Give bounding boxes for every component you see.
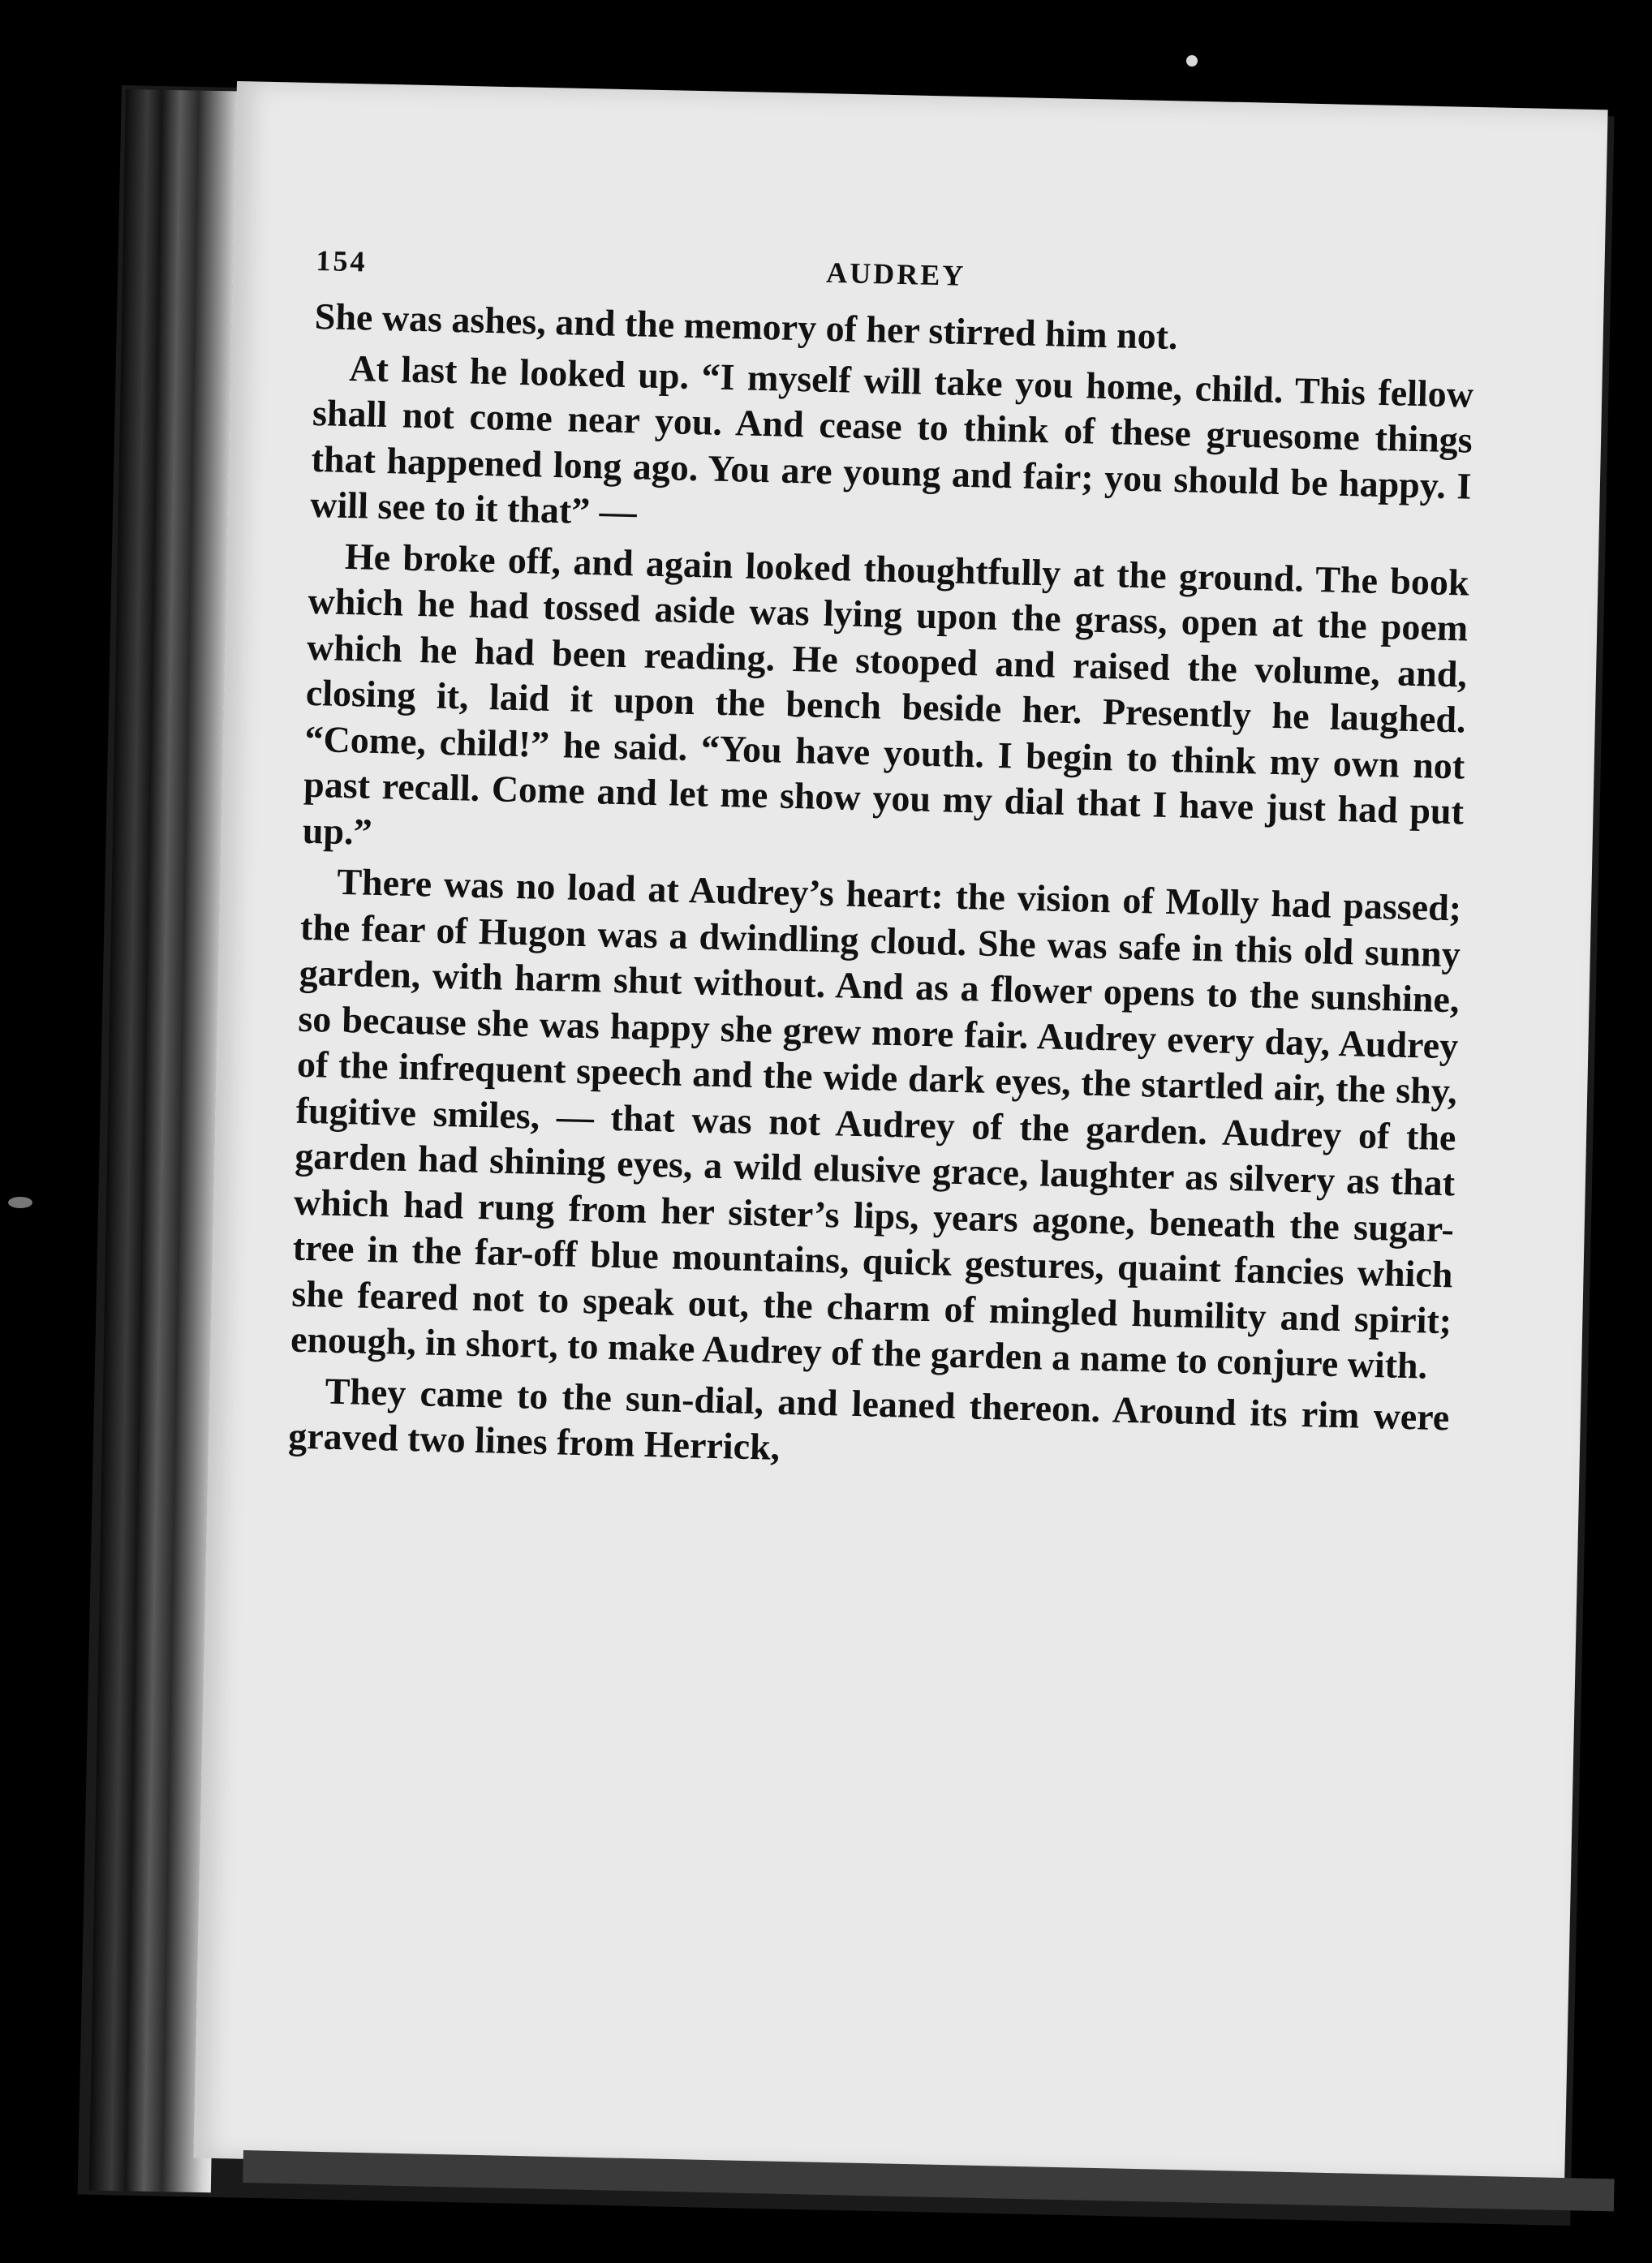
paragraph: She was ashes, and the memory of her stirred him not. xyxy=(314,295,1179,358)
running-title: AUDREY xyxy=(825,256,966,292)
paragraph: They came to the sun-dial, and leaned thereon. Around its rim were graved two lines from Herrick, xyxy=(287,1370,1450,1468)
dust-speck xyxy=(8,1197,32,1208)
paragraph: At last he looked up. “I myself will take you home, child. This fellow shall not come near you. And cease to think of these gruesome things that happened long ago. You are young and fair; you should be happy. I will see to it that” — xyxy=(309,346,1474,533)
paragraph: There was no load at Audrey’s heart: the vision of Molly had passed; the fear of Hugon was a dwindling cloud. She was safe in this old sunny garden, with harm shut without. And as a flower opens to the sunshine, so because she was happy she grew more fair. Audrey every day, Audrey of the infrequent speech and the wide dark eyes, the startled air, the shy, fugitive smiles, — that was not Audrey of the garden. Audrey of the garden had shining eyes, a wild elusive grace, laughter as silvery as that which had rung from her sister’s lips, years agone, beneath the sugar-tree in the far-off blue mountains, quick gestures, quaint fancies which she feared not to speak out, the charm of mingled humility and spirit; enough, in short, to make Audrey of the garden a name to conjure with. xyxy=(290,860,1462,1387)
dust-speck xyxy=(1186,55,1198,67)
page-text xyxy=(288,243,1477,1486)
page-number: 154 xyxy=(316,243,368,278)
paragraph: He broke off, and again looked thoughtfully at the ground. The book which he had tossed aside was lying upon the grass, open at the poem which he had been reading. He stooped and raised the volume, and, closing it, laid it upon the bench beside her. Presently he laughed. “Come, child!” he said. “You have youth. I begin to think my own not past recall. Come and let me show you my dial that I have just had put up.” xyxy=(302,535,1470,853)
